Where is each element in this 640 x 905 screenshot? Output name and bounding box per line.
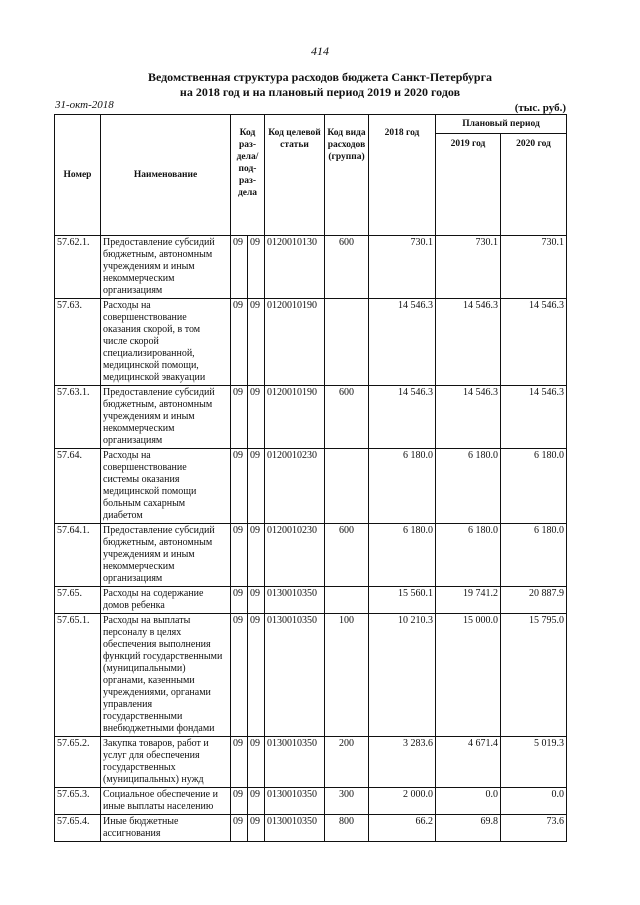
- table-row: [55, 788, 567, 815]
- row-subsection: 09: [248, 587, 265, 614]
- row-name-text: Предоставление субсидий бюджетным, автономным учреждениям и иным некоммерческим организациям: [103, 525, 215, 584]
- row-name-text: Расходы на содержание домов ребенка: [103, 588, 204, 611]
- row-subsection: 09: [248, 299, 265, 386]
- title-line-1: Ведомственная структура расходов бюджета Санкт-Петербурга: [147, 70, 493, 84]
- table-row: [55, 737, 567, 788]
- row-value-2019: 6 180.0: [436, 524, 501, 587]
- row-value-2019: 69.8: [436, 815, 501, 842]
- row-section: 09: [231, 788, 248, 815]
- row-number: 57.65.4.: [55, 815, 101, 842]
- header-name: Наименование: [101, 115, 231, 236]
- row-value-2018: 2 000.0: [369, 788, 436, 815]
- row-subsection: 09: [248, 449, 265, 524]
- row-value-2018: 10 210.3: [369, 614, 436, 737]
- row-value-2020: 6 180.0: [501, 524, 567, 587]
- table-header: [55, 115, 567, 236]
- row-number: 57.62.1.: [55, 236, 101, 299]
- row-target-code: 0120010230: [265, 524, 325, 587]
- document-title: [0, 70, 640, 100]
- row-expense-type: 200: [325, 737, 369, 788]
- row-value-2020: 0.0: [501, 788, 567, 815]
- row-name-text: Закупка товаров, работ и услуг для обеспечения государственных (муниципальных) нужд: [103, 738, 209, 785]
- row-value-2019: 15 000.0: [436, 614, 501, 737]
- row-value-2020: 14 546.3: [501, 386, 567, 449]
- header-target: Код целевой статьи: [265, 115, 325, 236]
- row-section: 09: [231, 386, 248, 449]
- row-value-2020: 730.1: [501, 236, 567, 299]
- row-expense-type: 800: [325, 815, 369, 842]
- row-name: [101, 587, 231, 614]
- row-expense-type: 300: [325, 788, 369, 815]
- row-number: 57.63.1.: [55, 386, 101, 449]
- row-number: 57.64.1.: [55, 524, 101, 587]
- row-target-code: 0130010350: [265, 815, 325, 842]
- row-target-code: 0130010350: [265, 737, 325, 788]
- row-value-2018: 3 283.6: [369, 737, 436, 788]
- table-row: [55, 524, 567, 587]
- table-body: [55, 236, 567, 842]
- row-value-2019: 0.0: [436, 788, 501, 815]
- row-target-code: 0120010230: [265, 449, 325, 524]
- row-section: 09: [231, 737, 248, 788]
- row-name-text: Иные бюджетные ассигнования: [103, 816, 179, 839]
- title-line-2: на 2018 год и на плановый период 2019 и 2020 годов: [179, 85, 461, 99]
- row-number: 57.65.1.: [55, 614, 101, 737]
- header-year-2020: 2020 год: [501, 134, 567, 236]
- row-value-2019: 4 671.4: [436, 737, 501, 788]
- row-number: 57.65.: [55, 587, 101, 614]
- table-row: [55, 449, 567, 524]
- row-name-text: Расходы на совершенствование оказания скорой, в том числе скорой специализированной, медицинской помощи, медицинской эвакуации: [103, 300, 206, 383]
- header-year-2018: 2018 год: [369, 115, 436, 236]
- row-section: 09: [231, 815, 248, 842]
- row-subsection: 09: [248, 236, 265, 299]
- row-expense-type: 600: [325, 386, 369, 449]
- units-label: (тыс. руб.): [514, 102, 566, 114]
- row-value-2018: 15 560.1: [369, 587, 436, 614]
- row-value-2018: 66.2: [369, 815, 436, 842]
- document-date: 31-окт-2018: [55, 99, 114, 111]
- row-expense-type: 600: [325, 524, 369, 587]
- row-value-2018: 14 546.3: [369, 299, 436, 386]
- table-row: [55, 236, 567, 299]
- table-row: [55, 587, 567, 614]
- row-subsection: 09: [248, 614, 265, 737]
- row-section: 09: [231, 524, 248, 587]
- row-value-2019: 6 180.0: [436, 449, 501, 524]
- row-section: 09: [231, 614, 248, 737]
- row-number: 57.64.: [55, 449, 101, 524]
- header-section: Код раз- дела/ под- раз- дела: [231, 115, 265, 236]
- table-row: [55, 614, 567, 737]
- row-value-2019: 730.1: [436, 236, 501, 299]
- page-number: 414: [311, 44, 329, 58]
- row-value-2020: 14 546.3: [501, 299, 567, 386]
- row-target-code: 0120010130: [265, 236, 325, 299]
- row-number: 57.63.: [55, 299, 101, 386]
- row-section: 09: [231, 236, 248, 299]
- row-value-2018: 730.1: [369, 236, 436, 299]
- row-expense-type: [325, 587, 369, 614]
- row-number: 57.65.2.: [55, 737, 101, 788]
- row-value-2019: 19 741.2: [436, 587, 501, 614]
- budget-table: [54, 114, 567, 842]
- row-value-2018: 6 180.0: [369, 524, 436, 587]
- row-name: [101, 815, 231, 842]
- row-value-2019: 14 546.3: [436, 299, 501, 386]
- row-value-2018: 6 180.0: [369, 449, 436, 524]
- row-expense-type: 600: [325, 236, 369, 299]
- row-target-code: 0130010350: [265, 788, 325, 815]
- row-name: [101, 614, 231, 737]
- row-subsection: 09: [248, 788, 265, 815]
- row-name-text: Предоставление субсидий бюджетным, автономным учреждениям и иным некоммерческим организациям: [103, 387, 215, 446]
- table-row: [55, 815, 567, 842]
- row-subsection: 09: [248, 386, 265, 449]
- row-name: [101, 737, 231, 788]
- row-value-2020: 6 180.0: [501, 449, 567, 524]
- row-number: 57.65.3.: [55, 788, 101, 815]
- row-name: [101, 299, 231, 386]
- row-name: [101, 386, 231, 449]
- row-expense-type: 100: [325, 614, 369, 737]
- row-value-2019: 14 546.3: [436, 386, 501, 449]
- row-section: 09: [231, 587, 248, 614]
- table-row: [55, 386, 567, 449]
- row-subsection: 09: [248, 524, 265, 587]
- row-subsection: 09: [248, 815, 265, 842]
- row-name-text: Предоставление субсидий бюджетным, автономным учреждениям и иным некоммерческим организациям: [103, 237, 215, 296]
- row-section: 09: [231, 299, 248, 386]
- row-name: [101, 788, 231, 815]
- row-name: [101, 524, 231, 587]
- header-expense-type: Код вида расходов (группа): [325, 115, 369, 236]
- row-subsection: 09: [248, 737, 265, 788]
- row-target-code: 0120010190: [265, 386, 325, 449]
- row-name: [101, 236, 231, 299]
- row-value-2020: 73.6: [501, 815, 567, 842]
- header-number: Номер: [55, 115, 101, 236]
- row-expense-type: [325, 299, 369, 386]
- header-plan-period: Плановый период: [436, 115, 567, 134]
- row-section: 09: [231, 449, 248, 524]
- row-name: [101, 449, 231, 524]
- row-name-text: Расходы на выплаты персоналу в целях обеспечения выполнения функций государственными (муниципальными) органами, казенными учреждениями, органами управления государственными внебюджетными фондами: [103, 615, 223, 734]
- row-value-2020: 20 887.9: [501, 587, 567, 614]
- row-target-code: 0120010190: [265, 299, 325, 386]
- table-row: [55, 299, 567, 386]
- header-year-2019: 2019 год: [436, 134, 501, 236]
- row-expense-type: [325, 449, 369, 524]
- row-target-code: 0130010350: [265, 587, 325, 614]
- row-value-2020: 15 795.0: [501, 614, 567, 737]
- row-value-2018: 14 546.3: [369, 386, 436, 449]
- row-name-text: Расходы на совершенствование системы оказания медицинской помощи больным сахарным диабетом: [103, 450, 197, 521]
- row-name-text: Социальное обеспечение и иные выплаты населению: [103, 789, 218, 812]
- row-target-code: 0130010350: [265, 614, 325, 737]
- row-value-2020: 5 019.3: [501, 737, 567, 788]
